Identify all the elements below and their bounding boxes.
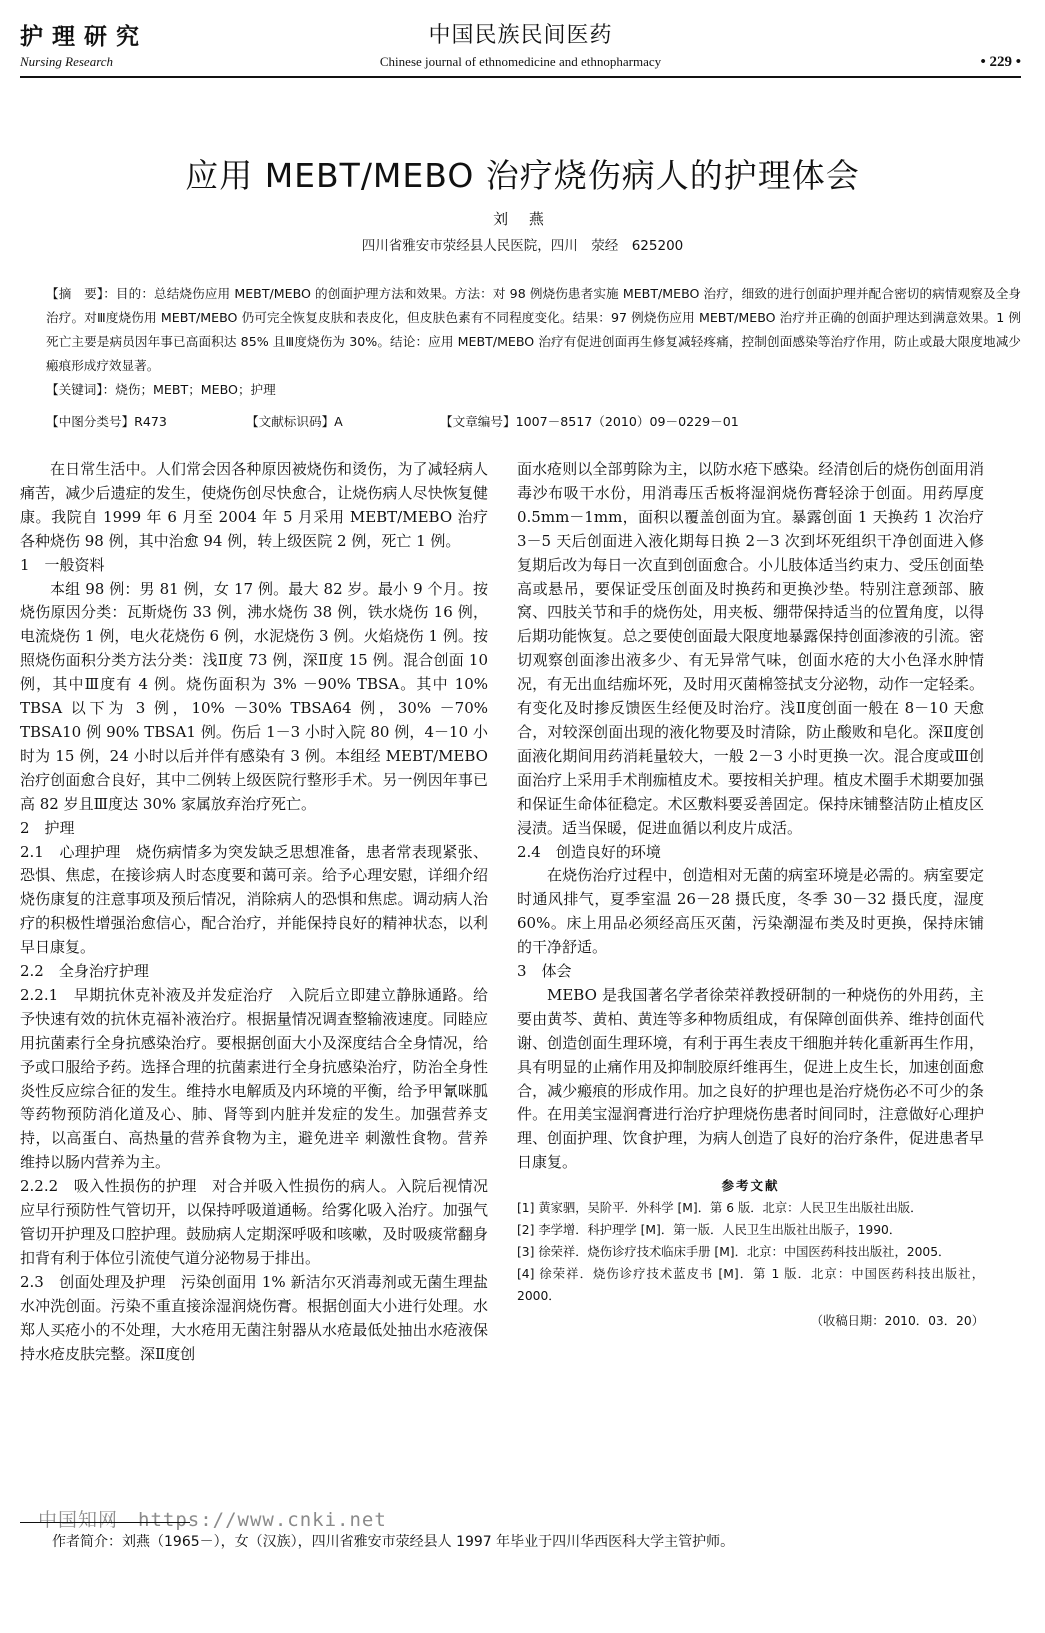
article-number: 【文章编号】1007－8517（2010）09－0229－01 <box>440 414 739 429</box>
subsection-paragraph: 2.2.2 吸入性损伤的护理 对合并吸入性损伤的病人。入院后视情况应早行预防性气管切开，以保持呼吸道通畅。给雾化吸入治疗。加强气管切开护理及口腔护理。鼓励病人定期深呼吸和咳嗽，及时吸痰常翻身扣背有利于体位引流使气道分泌物易于排出。 <box>20 1177 488 1267</box>
body-paragraph: MEBO 是我国著名学者徐荣祥教授研制的一种烧伤的外用药，主要由黄芩、黄柏、黄连等多种物质组成，有保障创面供养、维持创面代谢、创造创面生理环境，有利于再生表皮干细胞并转化重新再生作用，具有明显的止痛作用及抑制胶原纤维再生，促进上皮生长，加速创面愈合，减少瘢痕的形成作用。加之良好的护理也是治疗烧伤必不可少的条件。在用美宝湿润膏进行治疗护理烧伤患者时间同时，注意做好心理护理、创面护理、饮食护理，为病人创造了良好的治疗条件，促进患者早日康复。 <box>517 985 984 1172</box>
journal-name-en: Chinese journal of ethnomedicine and ethnopharmacy <box>379 54 662 69</box>
reference-item: [3] 徐荣祥．烧伤诊疗技术临床手册 [M]．北京：中国医药科技出版社，2005． <box>517 1245 951 1260</box>
section-heading: 2.2 全身治疗护理 <box>20 962 149 981</box>
page-number: • 229 • <box>980 54 1021 70</box>
section-title: 护理研究 <box>20 24 148 50</box>
abstract-block <box>20 282 1021 402</box>
body-paragraph: 本组 98 例：男 81 例，女 17 例。最大 82 岁。最小 9 个月。按烧伤原因分类：瓦斯烧伤 33 例，沸水烧伤 38 例，铁水烧伤 16 例，电流烧伤 1 例，电火花烧伤 6 例，水泥烧伤 3 例。火焰烧伤 1 例。按照烧伤面积分类方法分类：浅Ⅱ度 73 例，深Ⅱ度 15 例。混合创面 10 例，其中Ⅲ度有 4 例。烧伤面积为 3% －90% TBSA。其中 10% TBSA 以下为 3 例，10% －30% TBSA64 例，30% －70% TBSA10 例 90% TBSA1 例。伤后 1－3 小时入院 80 例，4－10 小时为 15 例，24 小时以后并伴有感染有 3 例。本组经 MEBT/MEBO 治疗创面愈合良好，其中二例转上级医院行整形手术。另一例因年事已高 82 岁且Ⅲ度达 30% 家属放弃治疗死亡。 <box>20 579 488 813</box>
body-left-column <box>20 458 488 1366</box>
subsection-paragraph: 2.1 心理护理 烧伤病情多为突发缺乏思想准备，患者常表现紧张、恐惧、焦虑，在接诊病人时态度要和蔼可亲。给予心理安慰，详细介绍烧伤康复的注意事项及预后情况，消除病人的恐惧和焦虑。调动病人治疗的积极性增强治愈信心，配合治疗，并能保持良好的精神状态，以利早日康复。 <box>20 842 488 957</box>
running-header <box>20 16 1021 78</box>
section-heading: 2 护理 <box>20 818 75 837</box>
article-author: 刘 燕 <box>493 210 552 228</box>
reference-item: [4] 徐荣祥．烧伤诊疗技术蓝皮书 [M]．第 1 版．北京：中国医药科技出版社，2000． <box>517 1267 984 1304</box>
subsection-paragraph: 2.3 创面处理及护理 污染创面用 1% 新洁尔灭消毒剂或无菌生理盐水冲洗创面。污染不重直接涂湿润烧伤膏。根据创面大小进行处理。水郑人买疮小的不处理，大水疮用无菌注射器从水疮最低处抽出水疮液保持水疮皮肤完整。深Ⅱ度创 <box>20 1272 488 1363</box>
section-title-en: Nursing Research <box>20 54 114 69</box>
reference-list <box>517 1197 984 1307</box>
article-title: 应用 MEBT/MEBO 治疗烧伤病人的护理体会 <box>185 156 860 195</box>
clc-number: 【中图分类号】R473 <box>46 414 167 429</box>
author-footnote: 作者简介：刘燕（1965－），女（汉族），四川省雅安市荥经县人 1997 年毕业于四川华西医科大学主管护师。 <box>52 1534 735 1550</box>
cnki-watermark: 中国知网 https://www.cnki.net <box>38 1509 387 1531</box>
continued-paragraph: 面水疮则以全部剪除为主，以防水疮下感染。经清创后的烧伤创面用消毒沙布吸干水份，用消毒压舌板将湿润烧伤膏轻涂于创面。用药厚度 0.5mm－1mm，面积以覆盖创面为宜。暴露创面 1 天换药 1 次治疗 3－5 天后创面进入液化期每日换 2－3 次到坏死组织干净创面进入修复期后改为每日一次直到创面愈合。小儿肢体适当约束力、受压创面垫高或悬吊，要保证受压创面及时换药和更换沙垫。特别注意颈部、腋窝、四肢关节和手的烧伤处，用夹板、绷带保持适当的位置角度，以得后期功能恢复。总之要使创面最大限度地暴露保持创面渗液的引流。密切观察创面渗出液多少、有无异常气味，创面水疮的大小色泽水肿情况，有无出血结痂坏死，及时用灭菌棉签拭支分泌物，动作一定轻柔。有变化及时掺反馈医生经便及时治疗。浅Ⅱ度创面一般在 8－10 天愈合，对较深创面出现的液化物要及时清除，防止酸败和皂化。深Ⅱ度创面液化期间用药消耗量较大，一般 2－3 小时更换一次。混合度或Ⅲ创面治疗上采用手术削痂植皮术。要按相关护理。植皮术圈手术期要加强和保证生命体征稳定。术区敷料要妥善固定。保持床铺整洁防止植皮区浸渍。适当保暖，促进血循以利皮片成活。 <box>517 460 984 837</box>
journal-name: 中国民族民间医药 <box>428 23 613 48</box>
author-affiliation: 四川省雅安市荥经县人民医院，四川 荥经 625200 <box>361 238 684 254</box>
received-date: （收稿日期：2010．03．20） <box>810 1314 984 1329</box>
section-heading: 3 体会 <box>517 962 572 981</box>
body-paragraph: 在烧伤治疗过程中，创造相对无菌的病室环境是必需的。病室要定时通风排气，夏季室温 26－28 摄氏度，冬季 30－32 摄氏度，湿度 60%。床上用品必须经高压灭菌，污染潮湿布类及时更换，保持床铺的干净舒适。 <box>517 866 984 957</box>
body-right-column <box>517 458 984 1333</box>
reference-item: [1] 黄家驷，吴阶平．外科学 [M]．第 6 版．北京：人民卫生出版社出版． <box>517 1201 923 1216</box>
section-heading: 2.4 创造良好的环境 <box>517 842 661 861</box>
body-paragraph: 在日常生活中。人们常会因各种原因被烧伤和烫伤，为了减轻病人痛苦，减少后遗症的发生，使烧伤创尽快愈合，让烧伤病人尽快恢复健康。我院自 1999 年 6 月至 2004 年 5 月采用 MEBT/MEBO 治疗各种烧伤 98 例，其中治愈 94 例，转上级医院 2 例，死亡 1 例。 <box>20 460 488 550</box>
footnote-rule <box>20 1522 190 1523</box>
subsection-paragraph: 2.2.1 早期抗休克补液及并发症治疗 入院后立即建立静脉通路。给予快速有效的抗休克福补液治疗。根据量情况调查整输液速度。同睦应用抗菌素行全身抗感染治疗。要根据创面大小及深度结合全身情况，给予或口服给予药。选择合理的抗菌素进行全身抗感染治疗，防治全身性炎性反应综合征的发生。维持水电解质及内环境的平衡，给予甲氰咪胍等药物预防消化道及心、肺、肾等到内脏并发症的发生。加强营养支持，以高蛋白、高热量的营养食物为主，避免进辛 刺激性食物。营养维持以肠内营养为主。 <box>20 985 488 1172</box>
references-heading: 参考文献 <box>721 1178 780 1194</box>
abstract-text: 【摘 要】：目的：总结烧伤应用 MEBT/MEBO 的创面护理方法和效果。方法：对 98 例烧伤患者实施 MEBT/MEBO 治疗，细致的进行创面护理并配合密切的病情观察及全身治疗。对Ⅲ度烧伤用 MEBT/MEBO 仍可完全恢复皮肤和表皮化，但皮肤色素有不同程度变化。结果：97 例烧伤应用 MEBT/MEBO 治疗并正确的创面护理达到满意效果。1 例死亡主要是病员因年事已高面积达 85% 且Ⅲ度烧伤为 30%。结论：应用 MEBT/MEBO 治疗有促进创面再生修复减轻疼痛，控制创面感染等治疗作用，防止或最大限度地减少瘢痕形成疗效显著。 <box>46 286 1021 373</box>
document-code: 【文献标识码】A <box>246 414 343 429</box>
reference-item: [2] 李学增．科护理学 [M]．第一版．人民卫生出版社出版子，1990． <box>517 1223 902 1238</box>
keywords: 【关键词】：烧伤；MEBT；MEBO；护理 <box>46 382 276 397</box>
section-heading: 1 一般资料 <box>20 555 105 574</box>
